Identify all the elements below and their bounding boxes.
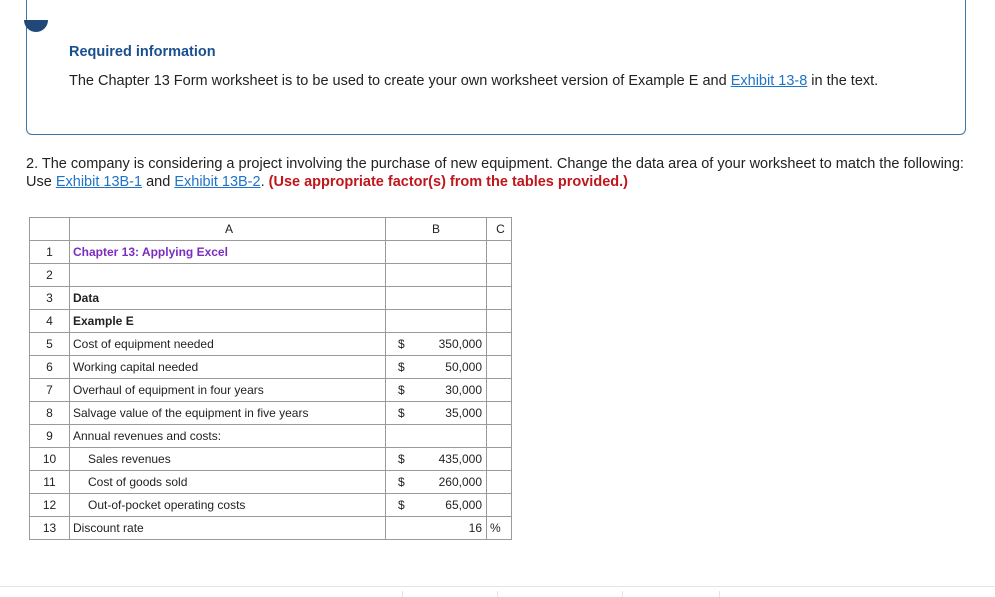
- currency-symbol: $: [398, 452, 405, 466]
- cell-value: [386, 287, 487, 310]
- cell-unit: [487, 448, 512, 471]
- question-dot: .: [260, 174, 269, 190]
- corner-cell: [30, 218, 70, 241]
- row-number: 12: [30, 494, 70, 517]
- cell-label: Example E: [70, 310, 386, 333]
- cell-label: [70, 264, 386, 287]
- table-row: [30, 287, 512, 310]
- column-header-a: A: [70, 218, 386, 241]
- amount: 35,000: [445, 406, 482, 420]
- required-info-title: Required information: [69, 44, 216, 60]
- row-number: 3: [30, 287, 70, 310]
- cell-value: [386, 517, 487, 540]
- amount: 16: [468, 521, 482, 535]
- table-row: [30, 448, 512, 471]
- row-number: 6: [30, 356, 70, 379]
- table-row: [30, 333, 512, 356]
- cell-unit: [487, 333, 512, 356]
- row-number: 1: [30, 241, 70, 264]
- question-and: and: [142, 174, 175, 190]
- cell-value: [386, 379, 487, 402]
- currency-symbol: $: [398, 360, 405, 374]
- table-row: [30, 264, 512, 287]
- table-row: [30, 425, 512, 448]
- cell-unit: %: [487, 517, 512, 540]
- question-text: [26, 155, 966, 191]
- cell-label: Out-of-pocket operating costs: [70, 494, 386, 517]
- required-info-box: [26, 0, 966, 135]
- row-number: 11: [30, 471, 70, 494]
- cell-unit: [487, 287, 512, 310]
- info-text-after: in the text.: [807, 73, 879, 89]
- column-header-row: [30, 218, 512, 241]
- row-number: 2: [30, 264, 70, 287]
- cell-value: [386, 448, 487, 471]
- divider-tick: [497, 591, 498, 597]
- currency-symbol: $: [398, 475, 405, 489]
- row-number: 13: [30, 517, 70, 540]
- row-number: 9: [30, 425, 70, 448]
- amount: 435,000: [438, 452, 482, 466]
- cell-unit: [487, 241, 512, 264]
- question-instruction: (Use appropriate factor(s) from the tables provided.): [268, 174, 628, 190]
- row-number: 7: [30, 379, 70, 402]
- info-marker-icon: [24, 20, 48, 34]
- cell-label: Working capital needed: [70, 356, 386, 379]
- cell-value: [386, 425, 487, 448]
- cell-unit: [487, 494, 512, 517]
- currency-symbol: $: [398, 406, 405, 420]
- currency-symbol: $: [398, 383, 405, 397]
- currency-symbol: $: [398, 337, 405, 351]
- row-number: 8: [30, 402, 70, 425]
- cell-unit: [487, 356, 512, 379]
- table-row: [30, 356, 512, 379]
- divider-tick: [402, 591, 403, 597]
- table-row: [30, 471, 512, 494]
- divider-tick: [719, 591, 720, 597]
- cell-label: Salvage value of the equipment in five years: [70, 402, 386, 425]
- divider-tick: [622, 591, 623, 597]
- amount: 260,000: [438, 475, 482, 489]
- exhibit-13-8-link[interactable]: Exhibit 13-8: [730, 73, 808, 89]
- table-row: [30, 402, 512, 425]
- cell-label: Discount rate: [70, 517, 386, 540]
- cell-value: [386, 356, 487, 379]
- cell-value: [386, 471, 487, 494]
- bottom-divider: [0, 586, 995, 587]
- table-row: [30, 241, 512, 264]
- row-number: 5: [30, 333, 70, 356]
- info-text: [69, 72, 919, 90]
- cell-unit: [487, 264, 512, 287]
- info-text-before: The Chapter 13 Form worksheet is to be used to create your own worksheet version of Example E and: [69, 73, 731, 89]
- exhibit-13b-1-link[interactable]: Exhibit 13B-1: [55, 174, 143, 190]
- spreadsheet: [29, 217, 512, 540]
- cell-value: [386, 241, 487, 264]
- currency-symbol: $: [398, 498, 405, 512]
- row-number: 4: [30, 310, 70, 333]
- column-header-c: C: [487, 218, 512, 241]
- cell-label: Chapter 13: Applying Excel: [70, 241, 386, 264]
- cell-value: [386, 494, 487, 517]
- table-row: [30, 310, 512, 333]
- cell-label: Data: [70, 287, 386, 310]
- cell-label: Sales revenues: [70, 448, 386, 471]
- amount: 50,000: [445, 360, 482, 374]
- cell-unit: [487, 425, 512, 448]
- cell-value: [386, 402, 487, 425]
- cell-value: [386, 310, 487, 333]
- cell-value: [386, 264, 487, 287]
- cell-label: Cost of goods sold: [70, 471, 386, 494]
- cell-label: Annual revenues and costs:: [70, 425, 386, 448]
- amount: 350,000: [438, 337, 482, 351]
- table-row: [30, 494, 512, 517]
- table-row: [30, 517, 512, 540]
- column-header-b: B: [386, 218, 487, 241]
- cell-label: Overhaul of equipment in four years: [70, 379, 386, 402]
- question-text-before: 2. The company is considering a project involving the purchase of new equipment. Change the data area of your worksheet to match the following: Use: [26, 156, 964, 190]
- amount: 65,000: [445, 498, 482, 512]
- table-row: [30, 379, 512, 402]
- cell-unit: [487, 471, 512, 494]
- exhibit-13b-2-link[interactable]: Exhibit 13B-2: [174, 174, 261, 190]
- cell-value: [386, 333, 487, 356]
- cell-unit: [487, 402, 512, 425]
- row-number: 10: [30, 448, 70, 471]
- cell-unit: [487, 379, 512, 402]
- amount: 30,000: [445, 383, 482, 397]
- cell-label: Cost of equipment needed: [70, 333, 386, 356]
- cell-unit: [487, 310, 512, 333]
